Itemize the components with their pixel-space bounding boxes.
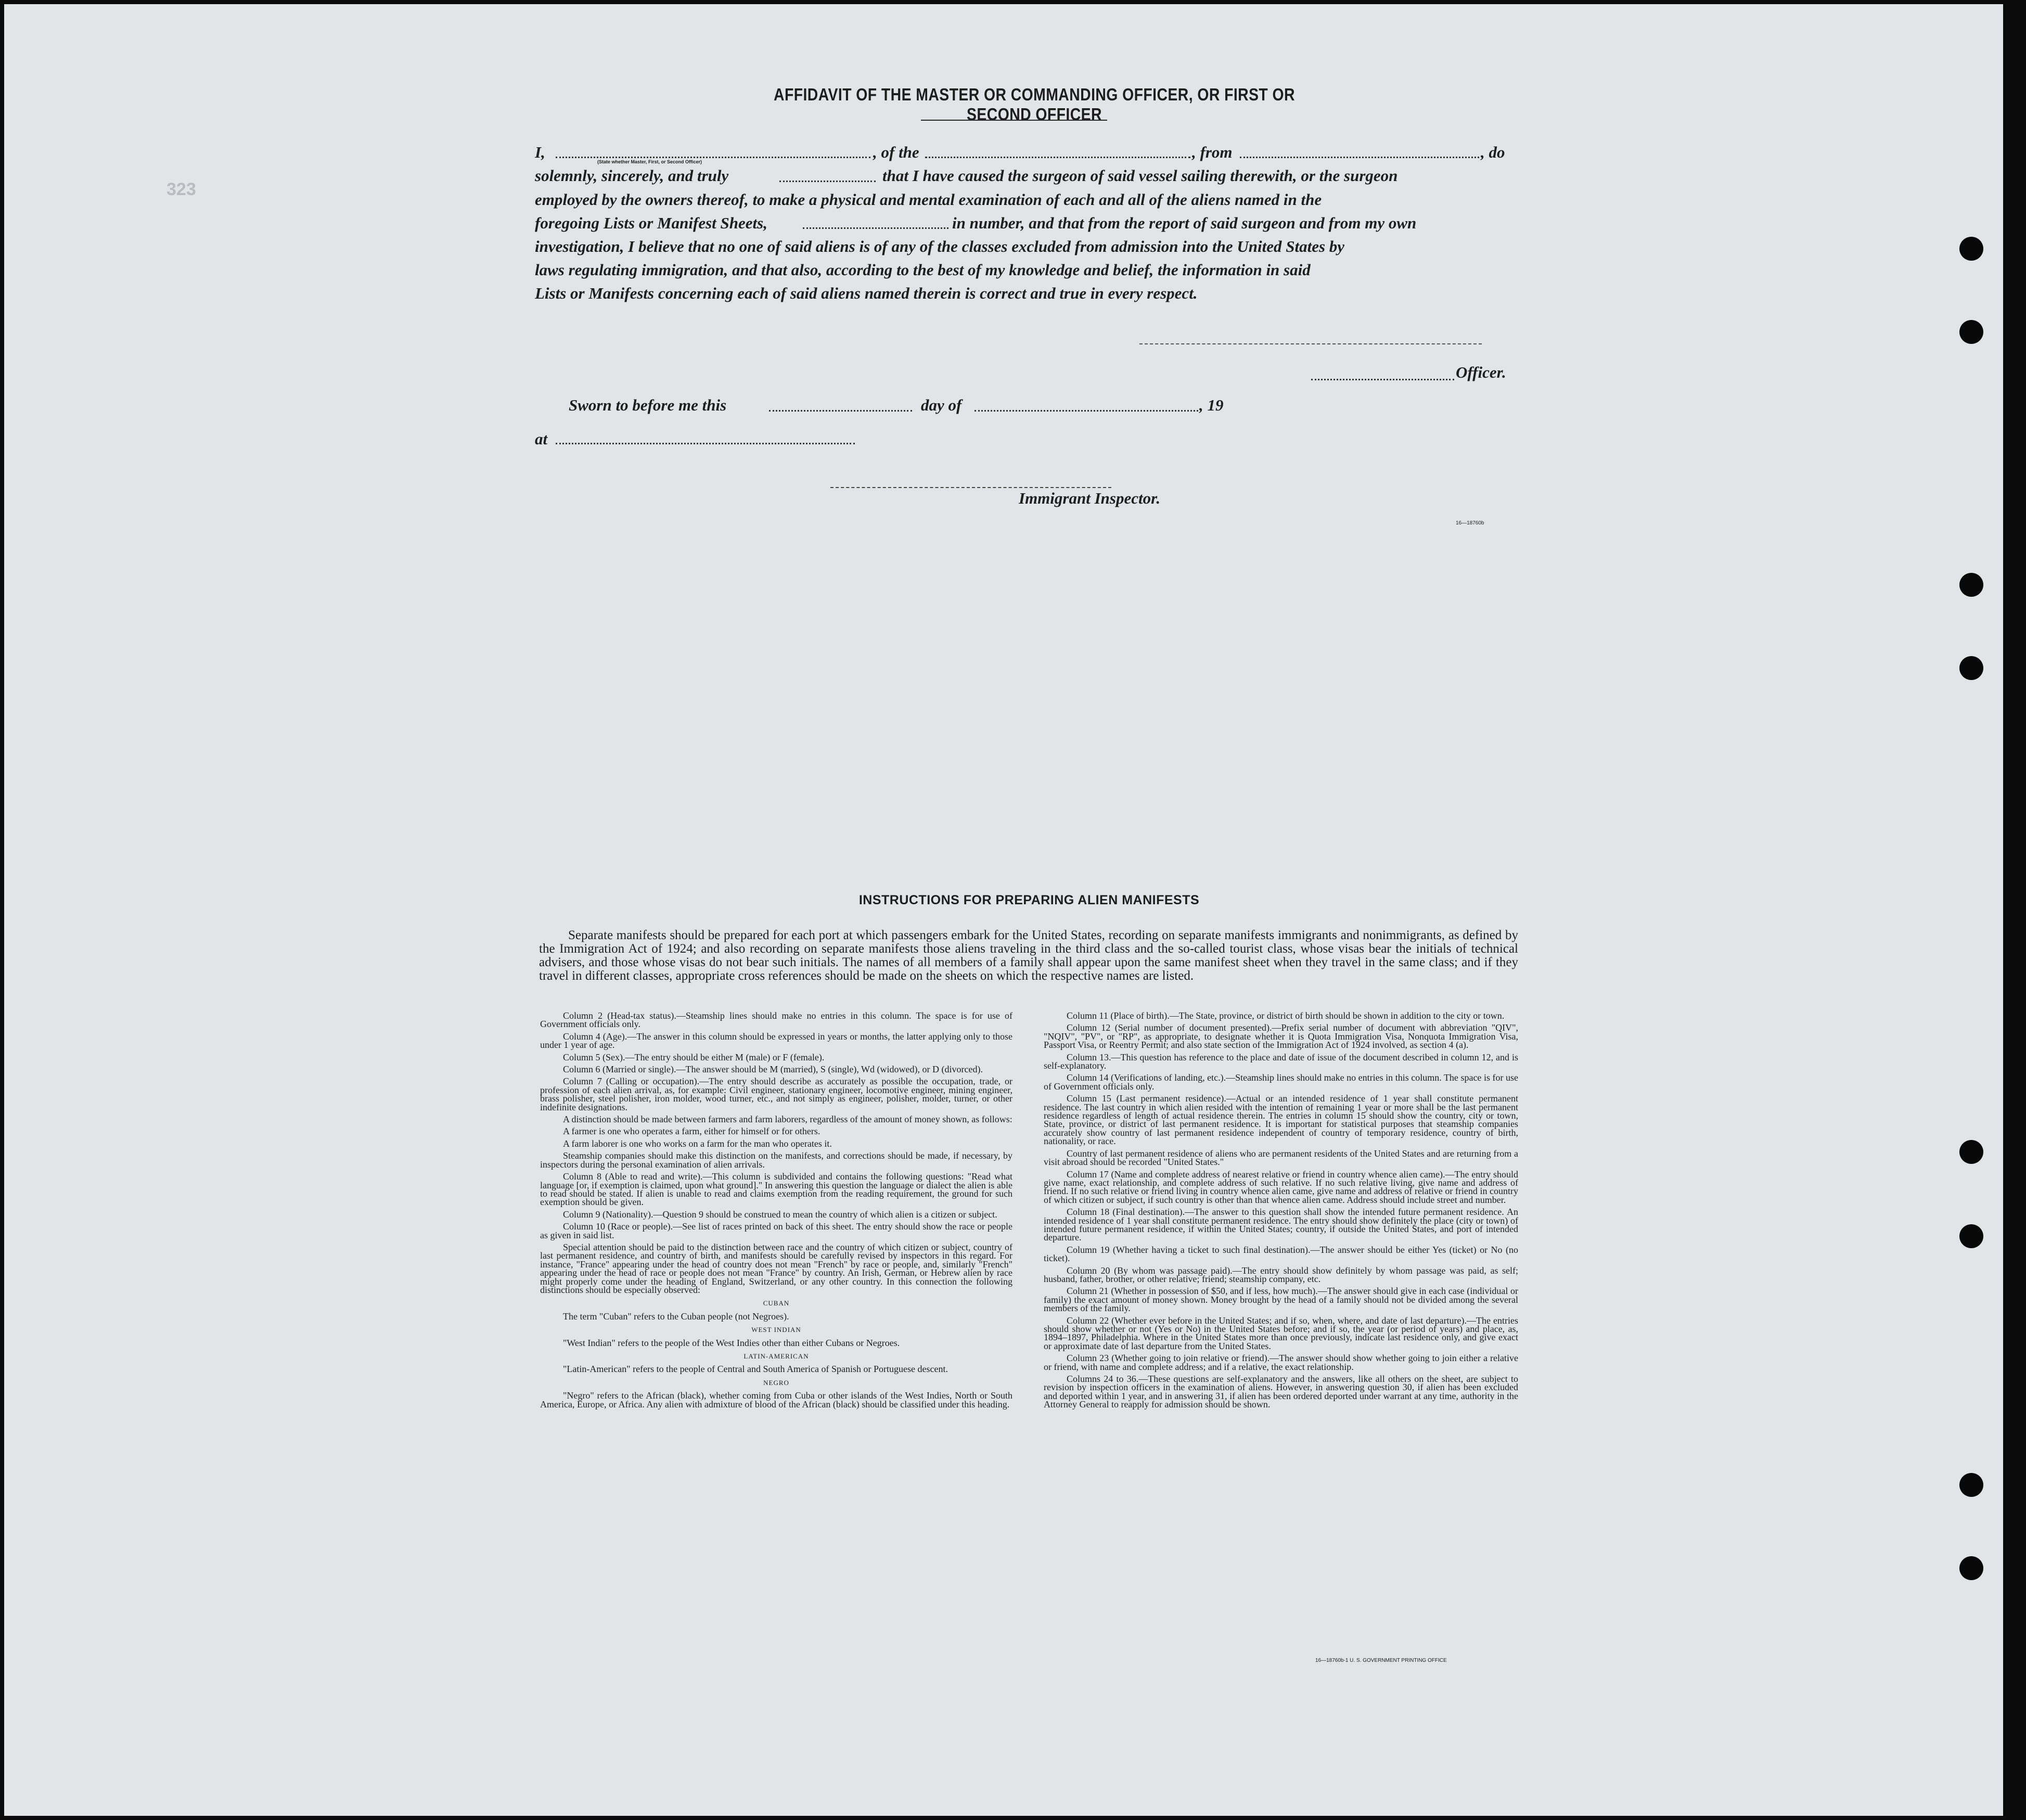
- inspector-signature-line: [830, 487, 1111, 488]
- instructions-left-column: [540, 1011, 1012, 1412]
- subheading-negro: NEGRO: [763, 1378, 789, 1387]
- subheading-cuban: CUBAN: [763, 1299, 790, 1308]
- affidavit-line-2a: solemnly, sincerely, and truly: [535, 166, 729, 185]
- instruction-paragraph: Column 21 (Whether in possession of $50, and if less, how much).—The answer should give in each case (individual or family) the exact amount of money shown. Money brought by the head of a family should not be divided among the several members of the family.: [1044, 1286, 1518, 1314]
- instruction-paragraph: Column 10 (Race or people).—See list of races printed on back of this sheet. The entry should show the race or people as given in said list.: [540, 1221, 1012, 1240]
- instruction-paragraph: "Latin-American" refers to the people of Central and South America of Spanish or Portuguese descent.: [563, 1364, 948, 1375]
- at-label: at: [535, 430, 548, 448]
- oath-field: [779, 181, 876, 182]
- manifest-sheet: [4, 4, 2003, 1816]
- instruction-paragraph: Column 9 (Nationality).—Question 9 should be construed to mean the country of which alien is a citizen or subject.: [563, 1209, 997, 1220]
- subheading-west-indian: WEST INDIAN: [751, 1326, 801, 1334]
- sworn-day-field: [769, 410, 912, 412]
- form-code-top: 16—18760b: [1456, 520, 1484, 526]
- instruction-paragraph: Column 12 (Serial number of document presented).—Prefix serial number of document with abbreviation "QIV", "NQIV", "PV", or "RP", as appropriate, to designate whether it is Quota Immigration Visa, Nonquota Immigration Visa, Passport Visa, or Reentry Permit; and also state section of the Immigration Act of 1924 involved, as section 4 (a).: [1044, 1022, 1518, 1050]
- sworn-month-field: [974, 410, 1198, 412]
- instruction-paragraph: A distinction should be made between farmers and farm laborers, regardless of the amount of money shown, as follows:: [563, 1114, 1012, 1125]
- instruction-paragraph: The term "Cuban" refers to the Cuban people (not Negroes).: [563, 1311, 789, 1322]
- affidavit-title: AFFIDAVIT OF THE MASTER OR COMMANDING OFFICER, OR FIRST OR SECOND OFFICER: [774, 85, 1295, 124]
- instruction-paragraph: Steamship companies should make this distinction on the manifests, and corrections should be made, if necessary, by inspectors during the personal examination of alien arrivals.: [540, 1150, 1012, 1170]
- affidavit-line-4b: in number, and that from the report of said surgeon and from my own: [952, 214, 1417, 232]
- instruction-paragraph: Column 2 (Head-tax status).—Steamship lines should make no entries in this column. The space is for use of Government officials only.: [540, 1010, 1012, 1030]
- affidavit-line-7: Lists or Manifests concerning each of said aliens named therein is correct and true in every respect.: [535, 284, 1198, 302]
- instruction-paragraph: A farm laborer is one who works on a farm for the man who operates it.: [563, 1138, 832, 1149]
- title-underline: [921, 120, 1107, 121]
- signature-line: [1139, 343, 1482, 344]
- affidavit-line-6: laws regulating immigration, and that also, according to the best of my knowledge and belief, the information in said: [535, 261, 1311, 279]
- officer-label: Officer.: [1456, 363, 1506, 381]
- printing-office-imprint: 16—18760b-1 U. S. GOVERNMENT PRINTING OFFICE: [1315, 1658, 1447, 1663]
- punch-hole: [1959, 237, 1983, 261]
- punch-hole: [1959, 656, 1983, 680]
- instructions-title: INSTRUCTIONS FOR PREPARING ALIEN MANIFESTS: [858, 893, 1200, 907]
- sworn-place-field: [556, 443, 855, 444]
- affidavit-line-1-do: , do: [1481, 143, 1505, 161]
- subheading-latin-american: LATIN-AMERICAN: [743, 1352, 809, 1360]
- year-prefix: , 19: [1199, 396, 1224, 414]
- officer-signature-field: [1311, 379, 1454, 380]
- instruction-paragraph: Column 6 (Married or single).—The answer should be M (married), S (single), Wd (widowed), or D (divorced).: [563, 1064, 983, 1075]
- affidavit-line-2b: that I have caused the surgeon of said vessel sailing therewith, or the surgeon: [882, 166, 1398, 185]
- instruction-paragraph: "West Indian" refers to the people of the West Indies other than either Cubans or Negroes.: [563, 1337, 900, 1348]
- instruction-paragraph: Column 4 (Age).—The answer in this column should be expressed in years or months, the latter applying only to those under 1 year of age.: [540, 1031, 1012, 1050]
- affidavit-line-3: employed by the owners thereof, to make a physical and mental examination of each and all of the aliens named in the: [535, 190, 1322, 209]
- affidavit-line-1-of-the: , of the: [873, 143, 919, 161]
- punch-hole: [1959, 320, 1983, 344]
- affidavit-line-5: investigation, I believe that no one of said aliens is of any of the classes excluded from admission into the United States by: [535, 237, 1345, 255]
- instructions-right-column: [1044, 1011, 1518, 1413]
- instruction-paragraph: Column 5 (Sex).—The entry should be either M (male) or F (female).: [563, 1052, 825, 1062]
- punch-hole: [1959, 1556, 1983, 1580]
- instruction-paragraph: Country of last permanent residence of aliens who are permanent residents of the United States and are returning from a visit abroad should be recorded "United States.": [1044, 1148, 1518, 1168]
- faint-bleedthrough-mark: 323: [166, 180, 196, 199]
- instruction-paragraph: Column 23 (Whether going to join relative or friend).—The answer should show whether going to join either a relative or friend, with name and complete address; and if a relative, the exact relationship.: [1044, 1353, 1518, 1372]
- affidavit-line-1-i: I,: [535, 143, 545, 161]
- instruction-paragraph: Column 17 (Name and complete address of nearest relative or friend in country whence alien came).—The entry should give name, exact relationship, and complete address of such relative. If no such relative living, give name and address of friend. If no such relative or friend living in country whence alien came, give name and address of relative or friend in country of which citizen or subject, if such country is other than that whence alien came. Address should include street and number.: [1044, 1169, 1518, 1205]
- instruction-paragraph: A farmer is one who operates a farm, either for himself or for others.: [563, 1126, 820, 1137]
- instruction-paragraph: Column 14 (Verifications of landing, etc.).—Steamship lines should make no entries in this column. The space is for use of Government officials only.: [1044, 1072, 1518, 1092]
- day-of-text: day of: [921, 396, 962, 414]
- affidavit-line-4a: foregoing Lists or Manifest Sheets,: [535, 214, 767, 232]
- instruction-paragraph: Column 7 (Calling or occupation).—The entry should describe as accurately as possible the occupation, trade, or profession of each alien arrival, as, for example: Civil engineer, stationary engineer, locomotive engineer, mining engineer, brass polisher, steel polisher, iron molder, wood turner, etc., and not simply as engineer, polisher, molder, turner, or other indefinite designations.: [540, 1076, 1012, 1112]
- instruction-paragraph: Column 13.—This question has reference to the place and date of issue of the document described in column 12, and is self-explanatory.: [1044, 1052, 1518, 1071]
- vessel-name-field: [925, 157, 1190, 158]
- instruction-paragraph: Column 11 (Place of birth).—The State, province, or district of birth should be shown in addition to the city or town.: [1067, 1010, 1505, 1021]
- instruction-paragraph: Column 20 (By whom was passage paid).—The entry should show definitely by whom passage was paid, as self; husband, father, brother, or other relative; friend; steamship company, etc.: [1044, 1265, 1518, 1284]
- instruction-paragraph: Column 19 (Whether having a ticket to such final destination).—The answer should be either Yes (ticket) or No (no ticket).: [1044, 1244, 1518, 1264]
- instruction-paragraph: Column 22 (Whether ever before in the United States; and if so, when, where, and date of last departure).—The entries should show whether or not (Yes or No) in the United States before; and if so, the year (or period of years) and place, as, 1894–1897, Philadelphia. Where in the United States more than once previously, indicate last residence only, and give exact or approximate date of last departure from the United States.: [1044, 1315, 1518, 1351]
- instruction-paragraph: Column 15 (Last permanent residence).—Actual or an intended residence of 1 year shall constitute permanent residence. The last country in which alien resided with the intention of remaining 1 year or more shall be the last permanent residence regardless of length of actual residence therein. The entries in column 15 should show the country, city or town, State, province, or district of last permanent residence. It is important for statistical purposes that steamship companies accurately show country of last permanent residence independent of country of temporary residence, country of birth, nationality, or race.: [1044, 1093, 1518, 1147]
- instruction-paragraph: Columns 24 to 36.—These questions are self-explanatory and the answers, like all others on the sheet, are subject to revision by inspection officers in the examination of aliens. However, in answering question 30, if alien has been excluded and deported within 1 year, and in answering 31, if alien has been ordered deported under warrant at any time, authority in the Attorney General to reapply for admission should be shown.: [1044, 1374, 1518, 1410]
- sheet-count-field: [803, 227, 948, 229]
- instruction-paragraph: Column 8 (Able to read and write).—This column is subdivided and contains the following questions: "Read what language [or, if exemption is claimed, upon what ground]." In answering this question the language or dialect the alien is able to read should be stated. If alien is unable to read and claims exemption from the reading requirement, the ground for such exemption should be given.: [540, 1171, 1012, 1208]
- instruction-paragraph: "Negro" refers to the African (black), whether coming from Cuba or other islands of the West Indies, North or South America, Europe, or Africa. Any alien with admixture of blood of the African (black) should be classified under this heading.: [540, 1390, 1012, 1409]
- immigrant-inspector-label: Immigrant Inspector.: [1019, 489, 1161, 507]
- instruction-paragraph: Special attention should be paid to the distinction between race and the country of which citizen or subject, country of last permanent residence, and country of birth, and manifests should be carefully revised by inspectors in this regard. For instance, "France" appearing under the head of country does not mean "French" by race or people, and, similarly "French" appearing under the head of race or people does not mean "France" by country. An Irish, German, or Hebrew alien by race might properly come under the heading of England, Switzerland, or any other country. In this connection the following distinctions should be especially observed:: [540, 1241, 1012, 1295]
- affidavit-line-1-from: , from: [1192, 143, 1233, 161]
- officer-rank-field: [556, 157, 870, 158]
- punch-hole: [1959, 1473, 1983, 1497]
- officer-rank-note: (State whether Master, First, or Second Officer): [597, 159, 702, 164]
- punch-hole: [1959, 1140, 1983, 1164]
- punch-hole: [1959, 1224, 1983, 1248]
- departure-port-field: [1240, 157, 1479, 158]
- punch-hole: [1959, 573, 1983, 597]
- instructions-intro: Separate manifests should be prepared for each port at which passengers embark for the United States, recording on separate manifests immigrants and nonimmigrants, as defined by the Immigration Act of 1924; and also recording on separate manifests those aliens traveling in the third class and the so-called tourist class, whose visas bear the initials of technical advisers, and those whose visas do not bear such initials. The names of all members of a family shall appear upon the same manifest sheet when they travel in the same class; and if they travel in different classes, appropriate cross references should be made on the sheets on which the respective names are listed.: [539, 928, 1518, 983]
- sworn-text: Sworn to before me this: [569, 396, 727, 414]
- instruction-paragraph: Column 18 (Final destination).—The answer to this question shall show the intended future permanent residence. An intended residence of 1 year shall constitute permanent residence. The entry should show definitely the place (city or town) of intended future permanent residence, if within the United States; country, if outside the United States, and port of intended departure.: [1044, 1207, 1518, 1243]
